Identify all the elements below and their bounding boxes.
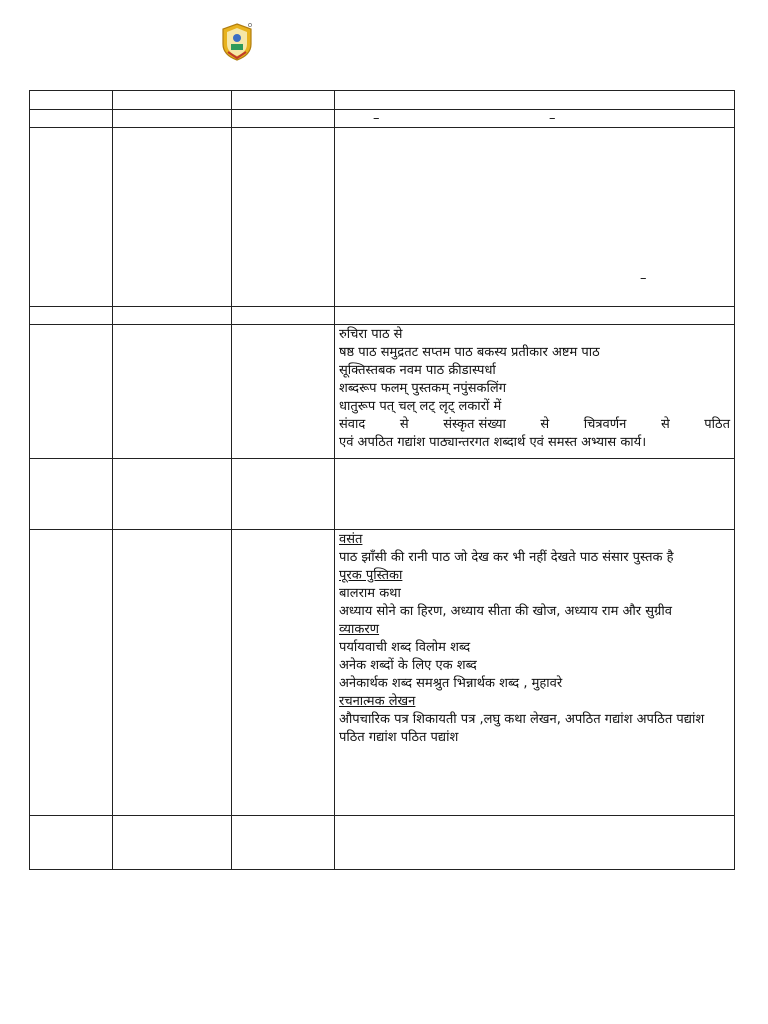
table-cell bbox=[113, 91, 232, 110]
table-cell bbox=[113, 110, 232, 128]
table-cell bbox=[335, 307, 735, 325]
table-cell bbox=[232, 110, 335, 128]
syllabus-line: रुचिरा पाठ से bbox=[339, 327, 403, 342]
table-cell bbox=[30, 816, 113, 870]
syllabus-word: संस्कृत संख्या bbox=[443, 417, 506, 432]
section-heading: वसंत bbox=[339, 532, 363, 547]
table-cell bbox=[335, 459, 735, 530]
hindi-syllabus-cell bbox=[335, 530, 735, 816]
section-heading: व्याकरण bbox=[339, 622, 380, 637]
syllabus-line: औपचारिक पत्र शिकायती पत्र ,लघु कथा लेखन, अपठित गद्यांश अपठित पद्यांश bbox=[339, 712, 705, 727]
table-cell bbox=[232, 128, 335, 307]
table-cell bbox=[30, 459, 113, 530]
table-cell bbox=[113, 459, 232, 530]
sanskrit-syllabus-cell bbox=[335, 325, 735, 459]
table-row bbox=[30, 110, 735, 128]
table-row bbox=[30, 816, 735, 870]
syllabus-line: पठित गद्यांश पठित पद्यांश bbox=[339, 730, 459, 745]
section-heading: रचनात्मक लेखन bbox=[339, 694, 416, 709]
syllabus-line: एवं अपठित गद्यांश पाठ्यान्तरगत शब्दार्थ एवं समस्त अभ्यास कार्य। bbox=[339, 435, 647, 450]
table-cell bbox=[335, 110, 735, 128]
section-heading: पूरक पुस्तिका bbox=[339, 568, 403, 583]
table-cell bbox=[335, 816, 735, 870]
dash-mark: – bbox=[373, 111, 380, 126]
syllabus-word: चित्रवर्णन bbox=[583, 417, 627, 432]
syllabus-line bbox=[339, 416, 730, 434]
syllabus-line: अनेकार्थक शब्द समश्रुत भिन्नार्थक शब्द , मुहावरे bbox=[339, 676, 563, 691]
syllabus-table bbox=[29, 90, 735, 870]
table-cell bbox=[30, 530, 113, 816]
syllabus-word: से bbox=[540, 417, 550, 432]
table-cell bbox=[335, 128, 735, 307]
table-cell bbox=[232, 816, 335, 870]
table-cell bbox=[232, 307, 335, 325]
syllabus-line: सूक्तिस्तबक नवम पाठ क्रीडास्पर्धा bbox=[339, 363, 496, 378]
table-row bbox=[30, 459, 735, 530]
syllabus-line: अनेक शब्दों के लिए एक शब्द bbox=[339, 658, 477, 673]
table-cell bbox=[30, 110, 113, 128]
table-cell bbox=[335, 91, 735, 110]
table-cell bbox=[113, 530, 232, 816]
table-cell bbox=[232, 325, 335, 459]
table-cell bbox=[113, 307, 232, 325]
table-row bbox=[30, 530, 735, 816]
syllabus-line: अध्याय सोने का हिरण, अध्याय सीता की खोज, अध्याय राम और सुग्रीव bbox=[339, 604, 672, 619]
table-cell bbox=[232, 530, 335, 816]
table-cell bbox=[232, 459, 335, 530]
table-cell bbox=[30, 307, 113, 325]
syllabus-word: से bbox=[660, 417, 670, 432]
syllabus-word: संवाद bbox=[339, 417, 366, 432]
table-cell bbox=[113, 816, 232, 870]
syllabus-line: पाठ झाँसी की रानी पाठ जो देख कर भी नहीं देखते पाठ संसार पुस्तक है bbox=[339, 550, 674, 565]
syllabus-line: शब्दरूप फलम् पुस्तकम् नपुंसकलिंग bbox=[339, 381, 507, 396]
table-cell bbox=[113, 325, 232, 459]
table-row bbox=[30, 91, 735, 110]
syllabus-line: पर्यायवाची शब्द विलोम शब्द bbox=[339, 640, 471, 655]
table-cell bbox=[30, 91, 113, 110]
syllabus-word: पठित bbox=[704, 417, 730, 432]
table-cell bbox=[232, 91, 335, 110]
table-cell bbox=[30, 325, 113, 459]
syllabus-line: बालराम कथा bbox=[339, 586, 401, 601]
syllabus-line: धातुरूप पत् चल् लट् लृट् लकारों में bbox=[339, 399, 502, 414]
syllabus-word: से bbox=[399, 417, 409, 432]
table-row bbox=[30, 325, 735, 459]
table-row bbox=[30, 307, 735, 325]
school-crest-icon bbox=[220, 22, 254, 62]
dash-mark: – bbox=[640, 271, 647, 286]
table-cell bbox=[113, 128, 232, 307]
table-row bbox=[30, 128, 735, 307]
syllabus-line: षष्ठ पाठ समुद्रतट सप्तम पाठ बकस्य प्रतीकार अष्टम पाठ bbox=[339, 345, 600, 360]
dash-mark: – bbox=[549, 111, 556, 126]
table-cell bbox=[30, 128, 113, 307]
